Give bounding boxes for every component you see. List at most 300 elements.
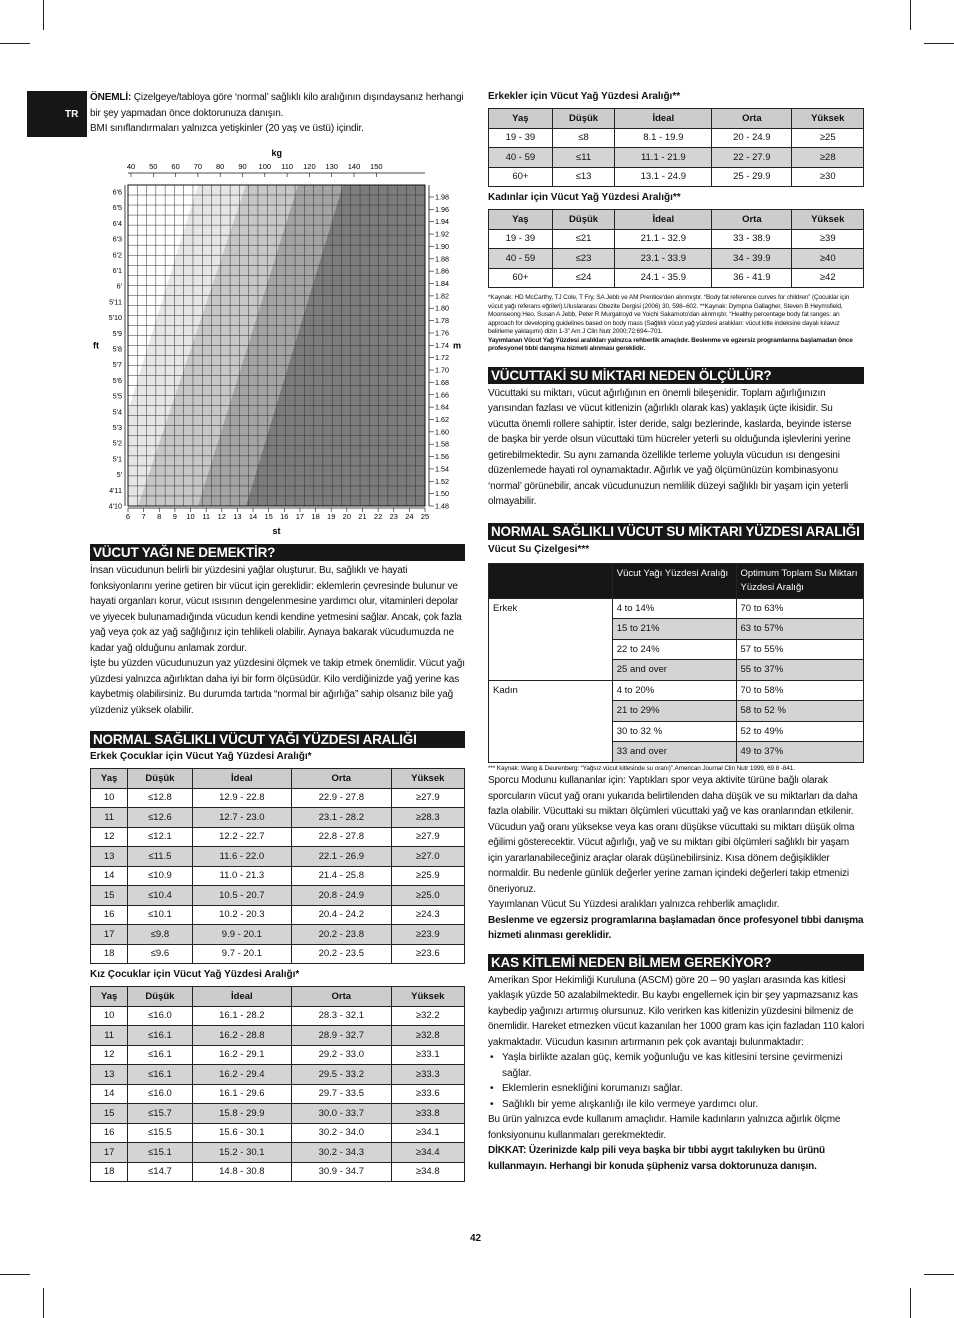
kg-tick-label: 70	[193, 162, 203, 171]
st-tick-label: 12	[217, 512, 226, 521]
intro-line2: BMI sınıflandırmaları yalnızca yetişkinler (20 yaş ve üstü) içindir.	[90, 123, 364, 134]
ft-tick-label: 5'9	[112, 328, 122, 338]
muscle-p2: Bu ürün yalnızca evde kullanım amaçlıdır. Hamile kadınların yalnızca ağırlık ölçme fonksiyonunu kullanmaları gerekmektedir.	[488, 1114, 841, 1141]
table-row	[91, 1006, 465, 1026]
table-cell: ≥34.8	[391, 1162, 464, 1182]
table-cell: ≤14.7	[128, 1162, 192, 1182]
table-cell: 11.1 - 21.9	[615, 148, 712, 168]
column-header: Düşük	[128, 769, 192, 789]
table-cell: 16.2 - 29.4	[192, 1065, 291, 1085]
table-cell: ≤12.6	[128, 808, 192, 828]
table-row	[91, 866, 465, 886]
st-tick-label: 9	[172, 512, 177, 521]
st-tick-label: 18	[311, 512, 320, 521]
table-cell: 9.9 - 20.1	[192, 925, 291, 945]
table-cell: 12.7 - 23.0	[192, 808, 291, 828]
crop-mark	[43, 1288, 44, 1318]
ft-tick-label: 5'3	[112, 423, 122, 432]
table-cell: ≤9.6	[128, 944, 192, 964]
table-row	[91, 905, 465, 925]
column-header: Düşük	[552, 210, 615, 230]
table-cell: ≥28.3	[391, 808, 464, 828]
m-tick-label: 1.96	[435, 204, 449, 214]
column-header: Orta	[712, 109, 792, 129]
table-row	[489, 598, 864, 619]
table-cell: ≥23.6	[391, 944, 464, 964]
table-row	[91, 1045, 465, 1065]
table-row	[91, 1084, 465, 1104]
table-cell: 10	[91, 788, 128, 808]
table-row	[91, 1026, 465, 1046]
column-header: İdeal	[615, 210, 712, 230]
table-cell: ≥34.4	[391, 1143, 464, 1163]
bmi-chart	[90, 143, 465, 538]
table-cell: 12.2 - 22.7	[192, 827, 291, 847]
column-header: Orta	[292, 987, 391, 1007]
table-cell: 15.6 - 30.1	[192, 1123, 291, 1143]
table-cell: 22.1 - 26.9	[292, 847, 391, 867]
table-cell: 11	[91, 808, 128, 828]
table-cell: 20 - 24.9	[712, 128, 792, 148]
st-tick-label: 8	[157, 512, 162, 521]
table-cell: 22.9 - 27.8	[292, 788, 391, 808]
water-title: Vücut Su Çizelgesi***	[488, 543, 590, 555]
table-cell: 10.2 - 20.3	[192, 905, 291, 925]
table-cell: 34 - 39.9	[712, 249, 792, 269]
crop-mark	[0, 43, 30, 44]
table-cell: 15.8 - 29.9	[192, 1104, 291, 1124]
muscle-bullets	[488, 1050, 864, 1112]
table-cell: 33 and over	[612, 742, 736, 763]
table-cell: 16.2 - 28.8	[192, 1026, 291, 1046]
table-cell: ≥42	[792, 268, 864, 288]
table-row	[91, 944, 465, 964]
table-cell: ≥27.9	[391, 788, 464, 808]
m-tick-label: 1.76	[435, 328, 449, 338]
ft-tick-label: 5'5	[112, 391, 122, 401]
table-cell: 14.8 - 30.8	[192, 1162, 291, 1182]
table-row	[91, 847, 465, 867]
m-tick-label: 1.80	[435, 303, 449, 313]
table-cell: ≤16.1	[128, 1065, 192, 1085]
intro-text	[90, 90, 465, 121]
kg-axis-label: kg	[271, 148, 283, 158]
table-cell: ≤13	[552, 167, 615, 187]
table-cell: 11.0 - 21.3	[192, 866, 291, 886]
table-cell: 4 to 14%	[612, 598, 736, 619]
table-cell: 4 to 20%	[612, 680, 736, 701]
table-cell: 58 to 52 %	[736, 701, 864, 722]
table-cell: 22 - 27.9	[712, 148, 792, 168]
table-cell: ≤24	[552, 268, 615, 288]
table-cell: 10.5 - 20.7	[192, 886, 291, 906]
kg-tick-label: 60	[171, 162, 180, 171]
table-cell: 17	[91, 925, 128, 945]
table-cell: 25 - 29.9	[712, 167, 792, 187]
table-row	[91, 808, 465, 828]
m-tick-label: 1.98	[435, 192, 449, 202]
table-cell: 55 to 37%	[736, 660, 864, 681]
ft-tick-label: 6'2	[112, 250, 122, 260]
m-tick-label: 1.94	[435, 217, 449, 227]
table-cell: ≥25.9	[391, 866, 464, 886]
column-header: Düşük	[128, 987, 192, 1007]
table-cell: ≤11.5	[128, 847, 192, 867]
table-cell: 30.0 - 33.7	[292, 1104, 391, 1124]
table-cell: 21.4 - 25.8	[292, 866, 391, 886]
table-cell: 60+	[489, 167, 553, 187]
adult-source-bold: Yayımlanan Vücut Yağ Yüzdesi aralıkları yalnızca rehberlik amaçlıdır. Beslenme ve egzersiz programlarına başlamadan önce profesyonel tıbbi danışma hizmeti alınması gereklidir.	[488, 336, 853, 352]
men-fat-table	[488, 108, 864, 187]
table-row	[91, 1104, 465, 1124]
ft-tick-label: 5'6	[112, 375, 122, 385]
gender-cell: Kadın	[489, 680, 613, 762]
table-cell: ≤16.0	[128, 1084, 192, 1104]
table-cell: 20.4 - 24.2	[292, 905, 391, 925]
women-fat-table	[488, 209, 864, 288]
m-tick-label: 1.52	[435, 476, 449, 486]
table-cell: ≥24.3	[391, 905, 464, 925]
table-cell: 13	[91, 1065, 128, 1085]
language-tab	[27, 91, 87, 137]
column-header: Yaş	[91, 769, 128, 789]
table-row	[91, 827, 465, 847]
men-title: Erkekler için Vücut Yağ Yüzdesi Aralığı**	[488, 91, 681, 102]
m-tick-label: 1.56	[435, 452, 449, 462]
kg-tick-label: 140	[347, 162, 361, 171]
table-cell: 28.9 - 32.7	[292, 1026, 391, 1046]
table-cell: ≤23	[552, 249, 615, 269]
table-cell: 22 to 24%	[612, 639, 736, 660]
st-tick-label: 20	[342, 512, 352, 521]
table-cell: ≤21	[552, 229, 615, 249]
st-tick-label: 19	[327, 512, 336, 521]
st-tick-label: 10	[186, 512, 195, 521]
adult-source: *Kaynak: HD McCarthy, TJ Cole, T Fry, SA Jebb ve AM Prentice'den alınmıştır. “Body fat reference curves for children” (Çocuklar için vücut yağı referans eğrileri).Uluslararası Obezite Dergisi (2006) 30, 598–602. **Kaynak: Dympna Gallagher, Steven B Heymsfield, Moonseong Heo, Susan A Jebb, Peter R Murgatroyd ve Yoichi Sakamoto'dan alınmıştır. “Healthy percentage body fat ranges: an approach for developing guidelines based on body mass (Sağlıklı vücut yağ yüzdesi aralıkları: vücut kitle indeksine dayalı kılavuz belirleme yaklaşımı) dizin 1-3” Am J Clin Nutr 2000;72:694–701.	[488, 294, 850, 335]
table-cell: ≥39	[792, 229, 864, 249]
m-tick-label: 1.88	[435, 254, 449, 264]
table-cell: 16.1 - 28.2	[192, 1006, 291, 1026]
ft-tick-label: 5'2	[112, 438, 122, 448]
kg-tick-label: 110	[281, 162, 294, 171]
m-tick-label: 1.78	[435, 316, 449, 326]
column-header: Yüksek	[391, 987, 464, 1007]
table-cell: ≥28	[792, 148, 864, 168]
bmi-chart-svg	[90, 143, 465, 538]
ft-tick-label: 5'8	[112, 344, 122, 354]
table-cell: 13.1 - 24.9	[615, 167, 712, 187]
table-cell: 36 - 41.9	[712, 268, 792, 288]
column-header: Yaş	[91, 987, 128, 1007]
table-cell: 18	[91, 944, 128, 964]
kg-tick-label: 50	[149, 162, 158, 171]
table-cell: ≥33.1	[391, 1045, 464, 1065]
table-cell: ≥27.0	[391, 847, 464, 867]
table-cell: 13	[91, 847, 128, 867]
table-cell: 60+	[489, 268, 553, 288]
m-tick-label: 1.72	[435, 353, 449, 363]
table-row	[489, 268, 864, 288]
ft-tick-label: 6'6	[112, 187, 122, 197]
table-cell: ≥34.1	[391, 1123, 464, 1143]
water-range-heading: NORMAL SAĞLIKLI VÜCUT SU MİKTARI YÜZDESI ARALIĞI	[488, 523, 864, 540]
table-cell: 12.9 - 22.8	[192, 788, 291, 808]
table-cell: ≤15.5	[128, 1123, 192, 1143]
crop-mark	[910, 0, 911, 30]
table-row	[489, 167, 864, 187]
m-tick-label: 1.92	[435, 229, 449, 239]
table-cell: ≥32.2	[391, 1006, 464, 1026]
water-header-blank	[489, 563, 613, 598]
st-tick-label: 6	[125, 512, 131, 521]
column-header: Yüksek	[792, 109, 864, 129]
table-cell: 15	[91, 886, 128, 906]
st-tick-label: 25	[420, 512, 430, 521]
st-tick-label: 22	[373, 512, 383, 521]
table-cell: ≥32.8	[391, 1026, 464, 1046]
st-tick-label: 16	[280, 512, 289, 521]
kg-tick-label: 90	[238, 162, 247, 171]
table-cell: ≥23.9	[391, 925, 464, 945]
st-tick-label: 11	[202, 512, 211, 521]
table-cell: ≤12.8	[128, 788, 192, 808]
table-cell: 19 - 39	[489, 128, 553, 148]
table-cell: 29.2 - 33.0	[292, 1045, 391, 1065]
girls-title: Kız Çocuklar için Vücut Yağ Yüzdesi Aralığı*	[90, 969, 300, 980]
m-tick-label: 1.66	[435, 390, 449, 400]
page-number: 42	[470, 1233, 482, 1244]
language-label: TR	[65, 108, 79, 120]
table-row	[91, 1123, 465, 1143]
m-tick-label: 1.58	[435, 439, 449, 449]
ft-tick-label: 5'10	[108, 313, 122, 323]
table-cell: 23.1 - 33.9	[615, 249, 712, 269]
table-cell: ≥25	[792, 128, 864, 148]
column-header: İdeal	[192, 987, 291, 1007]
table-cell: 8.1 - 19.9	[615, 128, 712, 148]
table-row	[91, 886, 465, 906]
water-p2: Yayımlanan Vücut Su Yüzdesi aralıkları yalnızca rehberlik amaçlıdır.	[488, 899, 780, 910]
m-tick-label: 1.82	[435, 291, 449, 301]
table-cell: 16.2 - 29.1	[192, 1045, 291, 1065]
table-cell: 10	[91, 1006, 128, 1026]
table-cell: 30 to 32 %	[612, 721, 736, 742]
table-cell: 11	[91, 1026, 128, 1046]
table-cell: ≥27.9	[391, 827, 464, 847]
table-cell: 9.7 - 20.1	[192, 944, 291, 964]
ft-tick-label: 5'7	[112, 360, 122, 370]
water-header-water: Optimum Toplam Su Miktarı Yüzdesi Aralığı	[736, 563, 864, 598]
table-row	[489, 229, 864, 249]
table-cell: 15	[91, 1104, 128, 1124]
ft-tick-label: 5'1	[112, 454, 122, 464]
column-header: İdeal	[192, 769, 291, 789]
muscle-heading: KAS KİTLEMİ NEDEN BİLMEM GEREKİYOR?	[488, 954, 864, 971]
table-cell: 28.3 - 32.1	[292, 1006, 391, 1026]
table-cell: 70 to 63%	[736, 598, 864, 619]
table-cell: ≤10.9	[128, 866, 192, 886]
table-cell: ≥25.0	[391, 886, 464, 906]
table-cell: ≤11	[552, 148, 615, 168]
table-cell: 49 to 37%	[736, 742, 864, 763]
list-item: • Yaşla birlikte azalan güç, kemik yoğunluğu ve kas kitlesini tersine çevirmenizi sağlar.	[488, 1050, 864, 1081]
table-cell: 15.2 - 30.1	[192, 1143, 291, 1163]
body-fat-p1: İnsan vücudunun belirli bir yüzdesini yağlar oluşturur. Bu, sağlıklı ve hayati fonksiyonlarını yerine getiren bir vücut için gereklidir: eklemlerin çevresinde bulunur ve hayati organları korur, vücut ısısının dengelenmesine yardımcı olur, vitaminleri depolar ve yiyecek bulunamadığında vücudun kendi kendine yetmesini sağlar. Ancak, çok fazla yağ veya çok az yağ sağlığınız için tehlikeli olabilir. Aynaya bakarak vücudumuzda ne kadar yağ olduğunu anlamak zordur.	[90, 565, 462, 654]
water-why-heading: VÜCUTTAKİ SU MİKTARI NEDEN ÖLÇÜLÜR?	[488, 367, 864, 384]
ft-tick-label: 4'10	[108, 501, 122, 511]
girls-fat-table	[90, 986, 465, 1182]
table-cell: ≤15.1	[128, 1143, 192, 1163]
m-tick-label: 1.54	[435, 464, 449, 474]
table-cell: 52 to 49%	[736, 721, 864, 742]
st-tick-label: 21	[358, 512, 367, 521]
table-cell: ≤15.7	[128, 1104, 192, 1124]
table-cell: 57 to 55%	[736, 639, 864, 660]
table-cell: ≤9.8	[128, 925, 192, 945]
st-tick-label: 17	[295, 512, 305, 521]
table-cell: 21 to 29%	[612, 701, 736, 722]
water-source: *** Kaynak: Wang & Deurenberg: “Yağsız vücut kitlesinde su oranı)”.American Journal Clin Nutr 1999, 69 8 -841.	[488, 764, 795, 772]
table-cell: 23.1 - 28.2	[292, 808, 391, 828]
column-header: Düşük	[552, 109, 615, 129]
table-cell: 30.9 - 34.7	[292, 1162, 391, 1182]
muscle-p1: Amerikan Spor Hekimliği Kuruluna (ASCM) göre 20 – 90 yaşları arasında kas kitlesi yaklaşık yüzde 50 azalabilmektedir. Bu kaybı engellemek için bir şey yapmazsanız kas kaybedip yağınızı artırmış olursunuz. Kilo verirken kas kitlenizin yüzdesini bilmeniz de önemlidir. Hareket etmezken vücut kazanılan her 1000 gram kas için fazladan 110 kalori yakmaktadır. Vücudun kasının artırmanın pek çok avantajı bulunmaktadır:	[488, 974, 865, 1048]
table-row	[489, 249, 864, 269]
ft-tick-label: 6'3	[112, 234, 122, 244]
ft-tick-label: 4'11	[109, 485, 122, 495]
table-cell: ≥33.6	[391, 1084, 464, 1104]
table-cell: 70 to 58%	[736, 680, 864, 701]
water-p1: Sporcu Modunu kullananlar için: Yaptıkları spor veya aktivite türüne bağlı olarak sporcuların vücut yağ oranı yukarıda belirtilenden daha düşük ve su miktarları da daha fazla olabilir. Vücuttaki su miktarı ölçümleri vücuttaki yağ ve kas oranlarından etkilenir. Vücudun yağ oranı yüksekse veya kas oranı düşükse vücuttaki su miktarı düşük olma eğilimi gösterecektir. Vücut ağırlığı, yağ ve su miktarı gibi ölçümleri sağlıklı bir yaşam için yararlanabileceğiniz araçlar olarak düşünebilirsiniz. Kısa dönem değişiklikler normaldir. Bu nedenle günlük değerler yerine zaman içindeki değerleri takip etmenizi öneriyoruz.	[488, 775, 858, 895]
m-tick-label: 1.50	[435, 489, 449, 499]
column-header: Yaş	[489, 109, 553, 129]
ft-tick-label: 5'	[116, 470, 122, 480]
column-header: Orta	[292, 769, 391, 789]
table-cell: 21.1 - 32.9	[615, 229, 712, 249]
kg-tick-label: 80	[216, 162, 225, 171]
table-row	[91, 788, 465, 808]
table-cell: ≤8	[552, 128, 615, 148]
m-tick-label: 1.86	[435, 266, 449, 276]
table-cell: 40 - 59	[489, 148, 553, 168]
st-tick-label: 14	[248, 512, 258, 521]
m-axis-label: m	[453, 340, 462, 351]
table-cell: 40 - 59	[489, 249, 553, 269]
m-tick-label: 1.84	[435, 279, 449, 289]
table-cell: 29.5 - 33.2	[292, 1065, 391, 1085]
table-cell: 30.2 - 34.3	[292, 1143, 391, 1163]
table-cell: 20.2 - 23.5	[292, 944, 391, 964]
table-cell: 20.2 - 23.8	[292, 925, 391, 945]
column-header: Yüksek	[391, 769, 464, 789]
column-header: Orta	[712, 210, 792, 230]
table-cell: 12	[91, 827, 128, 847]
table-cell: 14	[91, 866, 128, 886]
water-why-text: Vücuttaki su miktarı, vücut ağırlığının en önemli bileşenidir. Toplam ağırlığınızın yarısından fazlası ve vücut kitlenizin (ağırlıklı olarak kas) yaklaşık üçte ikisidir. Su vücutta önemli rollere sahiptir. İster deride, salgı bezlerinde, kaslarda, beyinde isterse de başka bir yerde olsun vücuttaki tüm hücreler yeterli su olduğunda işlevlerini yerine getirebilmektedir. Su aynı zamanda özellikle terleme yoluyla vücudun ısı dengesini düzenlemede hayati rol oynamaktadır. Ağırlık ve yağ ölçümünüzün kombinasyonu ‘normal’ görünebilir, ancak vücudunuzun nemlilik düzeyi sağlıklı bir yaşam için yeterli olmayabilir.	[488, 387, 852, 507]
m-tick-label: 1.62	[435, 414, 449, 424]
women-title: Kadınlar için Vücut Yağ Yüzdesi Aralığı**	[488, 192, 681, 203]
kg-tick-label: 130	[325, 162, 338, 171]
water-table	[488, 563, 864, 763]
table-cell: ≥33.3	[391, 1065, 464, 1085]
table-cell: 12	[91, 1045, 128, 1065]
table-cell: 14	[91, 1084, 128, 1104]
table-cell: 24.1 - 35.9	[615, 268, 712, 288]
table-row	[489, 680, 864, 701]
m-tick-label: 1.64	[435, 402, 449, 412]
table-cell: 63 to 57%	[736, 619, 864, 640]
body-fat-p2: İşte bu yüzden vücudunuzun yaz yüzdesini ölçmek ve takip etmek önemlidir. Vücut yağı yüzdesi yalnızca ağırlıktan daha iyi bir form ölçüsüdür. Kilo verdiğinizde yağ yerine kas kaybetmiş olabilirsiniz. Bu durumda tartıda “normal bir ağırlığa” sahip olsanız bile yağ yüzdeniz yüksek olabilir.	[90, 658, 465, 716]
left-column	[90, 90, 465, 137]
st-tick-label: 24	[405, 512, 414, 521]
table-cell: ≤10.4	[128, 886, 192, 906]
kg-tick-label: 150	[370, 162, 383, 171]
table-cell: 17	[91, 1143, 128, 1163]
table-cell: 29.7 - 33.5	[292, 1084, 391, 1104]
column-header: İdeal	[615, 109, 712, 129]
crop-mark	[924, 1274, 954, 1275]
table-cell: 20.8 - 24.9	[292, 886, 391, 906]
table-row	[91, 1162, 465, 1182]
right-column	[488, 90, 864, 1174]
table-cell: 18	[91, 1162, 128, 1182]
m-tick-label: 1.60	[435, 427, 449, 437]
table-cell: 11.6 - 22.0	[192, 847, 291, 867]
list-item: • Sağlıklı bir yeme alışkanlığı ile kilo vermeye yardımcı olur.	[488, 1097, 864, 1113]
boys-fat-table	[90, 768, 465, 964]
muscle-warning: DİKKAT: Üzerinizde kalp pili veya başka bir tıbbi aygıt takılıyken bu ürünü kullanmayın. Herhangi bir konuda şüpheniz varsa doktorunuza danışın.	[488, 1145, 825, 1172]
st-tick-label: 13	[233, 512, 242, 521]
water-header-fat: Vücut Yağı Yüzdesi Aralığı	[612, 563, 736, 598]
table-row	[489, 148, 864, 168]
m-tick-label: 1.48	[435, 501, 449, 511]
ft-tick-label: 6'1	[112, 266, 122, 275]
crop-mark	[43, 0, 44, 30]
ft-tick-label: 5'4	[112, 407, 122, 417]
table-cell: 19 - 39	[489, 229, 553, 249]
table-cell: 16.1 - 29.6	[192, 1084, 291, 1104]
left-column-lower	[90, 544, 465, 1182]
column-header: Yüksek	[792, 210, 864, 230]
kg-tick-label: 100	[258, 162, 272, 171]
table-cell: 16	[91, 1123, 128, 1143]
crop-mark	[924, 43, 954, 44]
table-cell: ≤12.1	[128, 827, 192, 847]
normal-fat-heading: NORMAL SAĞLIKLI VÜCUT YAĞI YÜZDESI ARALIĞI	[90, 731, 465, 748]
table-cell: ≥40	[792, 249, 864, 269]
ft-axis-label: ft	[93, 340, 99, 351]
crop-mark	[0, 1274, 30, 1275]
list-item: • Eklemlerin esnekliğini korumanızı sağlar.	[488, 1081, 864, 1097]
kg-tick-label: 120	[303, 162, 316, 171]
water-p3: Beslenme ve egzersiz programlarına başlamadan önce profesyonel tıbbi danışma hizmeti alınması gereklidir.	[488, 914, 864, 941]
intro-label: ÖNEMLİ:	[90, 92, 132, 103]
m-tick-label: 1.70	[435, 365, 449, 375]
table-row	[91, 1065, 465, 1085]
body-fat-heading: VÜCUT YAĞI NE DEMEKTİR?	[90, 544, 465, 561]
m-tick-label: 1.74	[435, 340, 449, 350]
st-tick-label: 7	[141, 512, 146, 521]
m-tick-label: 1.90	[435, 241, 449, 251]
kg-tick-label: 40	[126, 162, 136, 171]
ft-tick-label: 6'4	[112, 218, 122, 228]
table-row	[91, 1143, 465, 1163]
table-cell: 25 and over	[612, 660, 736, 681]
table-cell: 33 - 38.9	[712, 229, 792, 249]
table-cell: 15 to 21%	[612, 619, 736, 640]
st-axis-label: st	[272, 526, 281, 536]
crop-mark	[910, 1288, 911, 1318]
